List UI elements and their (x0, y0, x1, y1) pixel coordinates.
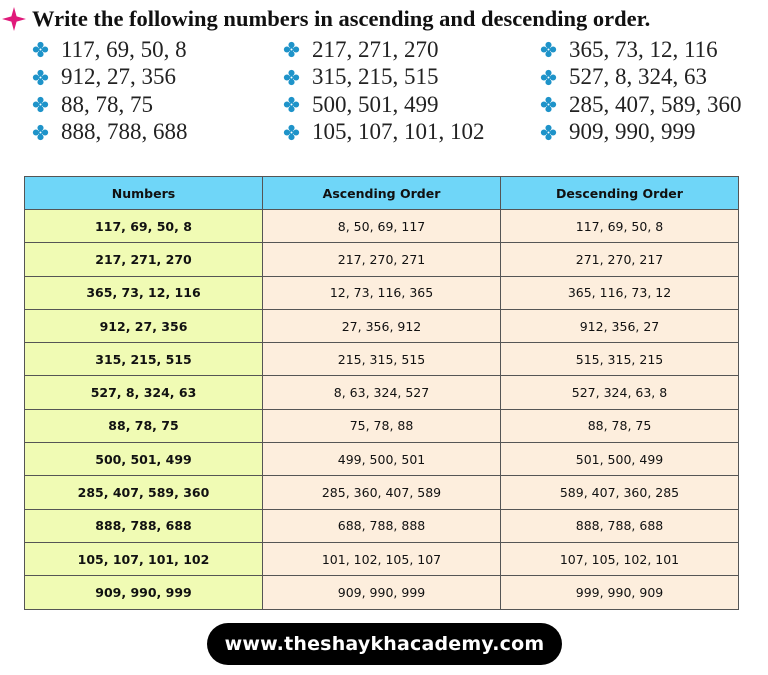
clover-bullet-icon (32, 41, 49, 58)
descending-cell: 888, 788, 688 (501, 509, 739, 542)
question-numbers: 912, 27, 356 (61, 64, 176, 90)
table-row (25, 542, 739, 575)
question-item (32, 64, 188, 92)
ascending-cell: 499, 500, 501 (263, 443, 501, 476)
ascending-cell: 12, 73, 116, 365 (263, 276, 501, 309)
descending-cell: 271, 270, 217 (501, 243, 739, 276)
question-numbers: 117, 69, 50, 8 (61, 36, 187, 62)
table-row (25, 476, 739, 509)
descending-cell: 107, 105, 102, 101 (501, 542, 739, 575)
ascending-cell: 285, 360, 407, 589 (263, 476, 501, 509)
clover-bullet-icon (32, 69, 49, 86)
question-item (540, 91, 742, 119)
ascending-cell: 27, 356, 912 (263, 309, 501, 342)
four-point-star-icon (2, 7, 26, 31)
question-numbers: 105, 107, 101, 102 (312, 119, 485, 145)
descending-cell: 365, 116, 73, 12 (501, 276, 739, 309)
question-item (283, 36, 485, 64)
numbers-cell: 285, 407, 589, 360 (25, 476, 263, 509)
table-row (25, 443, 739, 476)
ascending-cell: 215, 315, 515 (263, 343, 501, 376)
table-row (25, 376, 739, 409)
clover-bullet-icon (283, 96, 300, 113)
numbers-cell: 888, 788, 688 (25, 509, 263, 542)
descending-cell: 999, 990, 909 (501, 576, 739, 609)
clover-bullet-icon (32, 96, 49, 113)
question-numbers: 365, 73, 12, 116 (569, 36, 718, 62)
exercise-heading (2, 4, 650, 34)
table-body (25, 210, 739, 610)
numbers-cell: 527, 8, 324, 63 (25, 376, 263, 409)
descending-cell: 527, 324, 63, 8 (501, 376, 739, 409)
clover-bullet-icon (540, 96, 557, 113)
question-numbers: 909, 990, 999 (569, 119, 696, 145)
question-numbers: 888, 788, 688 (61, 119, 188, 145)
question-numbers: 88, 78, 75 (61, 91, 153, 117)
question-column-2 (283, 36, 485, 146)
question-item (283, 64, 485, 92)
ascending-cell: 8, 63, 324, 527 (263, 376, 501, 409)
clover-bullet-icon (540, 69, 557, 86)
question-item (32, 91, 188, 119)
table-row (25, 509, 739, 542)
question-item (283, 119, 485, 147)
website-banner (207, 623, 562, 665)
clover-bullet-icon (283, 69, 300, 86)
numbers-cell: 365, 73, 12, 116 (25, 276, 263, 309)
ascending-cell: 8, 50, 69, 117 (263, 210, 501, 243)
numbers-cell: 500, 501, 499 (25, 443, 263, 476)
question-numbers: 285, 407, 589, 360 (569, 91, 742, 117)
table-row (25, 210, 739, 243)
question-item (540, 36, 742, 64)
numbers-cell: 912, 27, 356 (25, 309, 263, 342)
exercise-title: Write the following numbers in ascending and descending order. (32, 6, 651, 31)
ascending-cell: 688, 788, 888 (263, 509, 501, 542)
table-header-row (25, 177, 739, 210)
header-descending-order: Descending Order (501, 177, 739, 210)
numbers-cell: 117, 69, 50, 8 (25, 210, 263, 243)
question-numbers: 315, 215, 515 (312, 64, 439, 90)
ascending-cell: 217, 270, 271 (263, 243, 501, 276)
question-item (540, 64, 742, 92)
table-row (25, 309, 739, 342)
question-item (32, 36, 188, 64)
clover-bullet-icon (32, 124, 49, 141)
numbers-cell: 105, 107, 101, 102 (25, 542, 263, 575)
descending-cell: 117, 69, 50, 8 (501, 210, 739, 243)
header-numbers: Numbers (25, 177, 263, 210)
numbers-cell: 315, 215, 515 (25, 343, 263, 376)
header-ascending-order: Ascending Order (263, 177, 501, 210)
descending-cell: 912, 356, 27 (501, 309, 739, 342)
website-url: www.theshaykhacademy.com (224, 633, 545, 655)
descending-cell: 88, 78, 75 (501, 409, 739, 442)
numbers-cell: 88, 78, 75 (25, 409, 263, 442)
question-numbers: 217, 271, 270 (312, 36, 439, 62)
answer-table (24, 176, 739, 610)
question-item (283, 91, 485, 119)
question-column-1 (32, 36, 188, 146)
question-item (32, 119, 188, 147)
table-row (25, 243, 739, 276)
numbers-cell: 217, 271, 270 (25, 243, 263, 276)
descending-cell: 515, 315, 215 (501, 343, 739, 376)
table-row (25, 409, 739, 442)
numbers-cell: 909, 990, 999 (25, 576, 263, 609)
ascending-cell: 101, 102, 105, 107 (263, 542, 501, 575)
table-row (25, 343, 739, 376)
clover-bullet-icon (283, 124, 300, 141)
ascending-cell: 75, 78, 88 (263, 409, 501, 442)
ascending-cell: 909, 990, 999 (263, 576, 501, 609)
question-numbers: 527, 8, 324, 63 (569, 64, 707, 90)
question-column-3 (540, 36, 742, 146)
table-row (25, 576, 739, 609)
question-numbers: 500, 501, 499 (312, 91, 439, 117)
question-item (540, 119, 742, 147)
clover-bullet-icon (540, 124, 557, 141)
descending-cell: 589, 407, 360, 285 (501, 476, 739, 509)
clover-bullet-icon (540, 41, 557, 58)
table-row (25, 276, 739, 309)
descending-cell: 501, 500, 499 (501, 443, 739, 476)
clover-bullet-icon (283, 41, 300, 58)
